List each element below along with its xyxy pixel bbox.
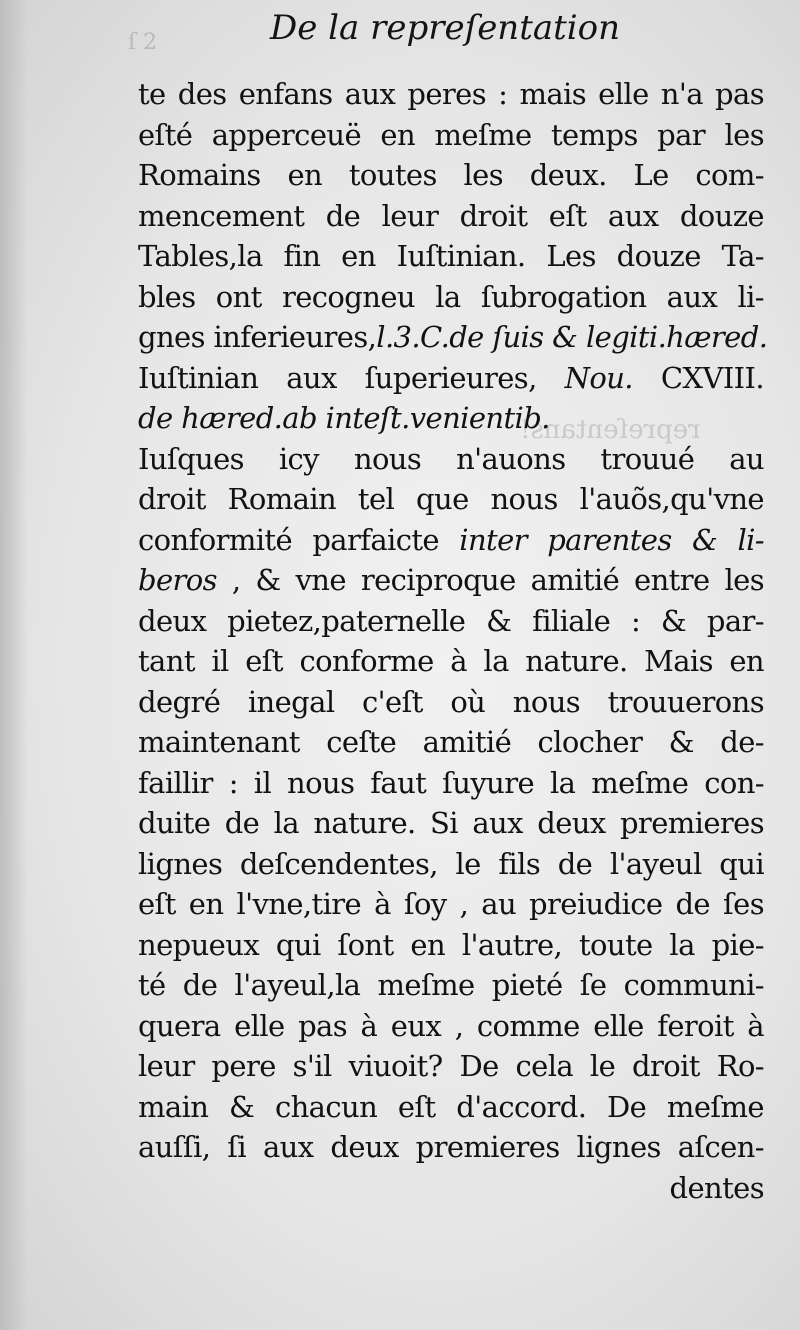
text-line xyxy=(138,601,764,642)
text-line xyxy=(138,358,764,399)
text-line xyxy=(138,884,764,925)
italic-citation: Nou. xyxy=(564,360,633,395)
text-line xyxy=(138,196,764,237)
text-run: tant il eſt conforme à la nature. Mais en xyxy=(138,644,764,678)
text-line xyxy=(138,236,764,277)
text-run: deux pietez,paternelle & filiale : & par- xyxy=(138,603,764,638)
text-run: gnes inferieures, xyxy=(138,320,377,354)
text-run: te des enfans aux peres : mais elle n'a pas xyxy=(138,77,764,111)
body-text xyxy=(138,74,768,1208)
text-line xyxy=(138,155,764,196)
text-line xyxy=(138,115,764,156)
text-line xyxy=(138,722,764,763)
text-line xyxy=(138,682,764,723)
italic-citation: beros xyxy=(138,563,217,597)
text-run: quera elle pas à eux , comme elle feroit à xyxy=(138,1008,764,1043)
text-run: CXVIII. xyxy=(632,360,765,395)
text-line xyxy=(138,803,764,844)
text-line xyxy=(138,965,764,1006)
text-line xyxy=(138,398,764,439)
text-line xyxy=(138,479,764,520)
text-run: conformité parfaicte xyxy=(138,522,460,557)
text-line xyxy=(138,439,764,480)
text-run: Iuſtinian aux ſuperieures, xyxy=(138,360,565,395)
italic-citation: l.3.C.de ſuis & legiti.hæred. xyxy=(376,320,768,354)
text-line xyxy=(138,317,768,358)
text-line xyxy=(138,560,764,601)
text-run: Iuſques icy nous n'auons trouué au xyxy=(138,441,764,476)
text-run: main & chacun eſt d'accord. De meſme xyxy=(138,1089,764,1124)
text-line xyxy=(138,844,764,885)
text-line xyxy=(138,520,764,561)
text-run: mencement de leur droit eſt aux douze xyxy=(138,198,764,233)
catchword: dentes xyxy=(669,1170,764,1205)
text-line xyxy=(138,763,764,804)
text-run: duite de la nature. Si aux deux premieres xyxy=(138,806,764,840)
text-line xyxy=(138,277,764,318)
text-line xyxy=(138,1127,764,1168)
running-title: De la repreſentation xyxy=(269,8,621,48)
text-run: lignes deſcendentes, le fils de l'ayeul qui xyxy=(138,846,764,881)
text-run: té de l'ayeul,la meſme pieté ſe communi- xyxy=(138,968,764,1002)
bleed-through-text: repreſentans! xyxy=(520,415,701,445)
faded-page-mark: ſ 2 xyxy=(128,30,158,55)
text-line xyxy=(138,1046,764,1087)
page-gutter-shadow xyxy=(0,0,28,1330)
text-run: Romains en toutes les deux. Le com- xyxy=(138,158,764,192)
text-run: auſſi, ſi aux deux premieres lignes aſcen- xyxy=(138,1130,764,1164)
text-run: degré inegal c'eſt où nous trouuerons xyxy=(138,684,764,719)
text-run: , & vne reciproque amitié entre les xyxy=(216,563,764,597)
italic-citation: de hæred.ab inteſt.venientib. xyxy=(138,401,550,435)
text-run: Tables,la fin en Iuſtinian. Les douze Ta- xyxy=(138,239,764,273)
text-run: leur pere s'il viuoit? De cela le droit Ro- xyxy=(138,1049,764,1083)
text-line xyxy=(138,641,764,682)
italic-citation: inter parentes & li- xyxy=(459,522,764,557)
text-line xyxy=(138,925,764,966)
text-run: bles ont recogneu la ſubrogation aux li- xyxy=(138,279,764,314)
text-run: maintenant ceſte amitié clocher & de- xyxy=(138,725,764,759)
text-line xyxy=(138,1006,764,1047)
text-lines xyxy=(138,74,768,1168)
text-line xyxy=(138,1087,764,1128)
text-run: nepueux qui ſont en l'autre, toute la pie- xyxy=(138,927,764,962)
text-line xyxy=(138,74,764,115)
text-run: faillir : il nous faut ſuyure la meſme con- xyxy=(138,765,764,800)
text-run: eſt en l'vne,tire à ſoy , au preiudice de ſes xyxy=(138,887,764,921)
text-run: eſté apperceuë en meſme temps par les xyxy=(138,117,764,152)
text-run: droit Romain tel que nous l'auõs,qu'vne xyxy=(138,482,764,516)
